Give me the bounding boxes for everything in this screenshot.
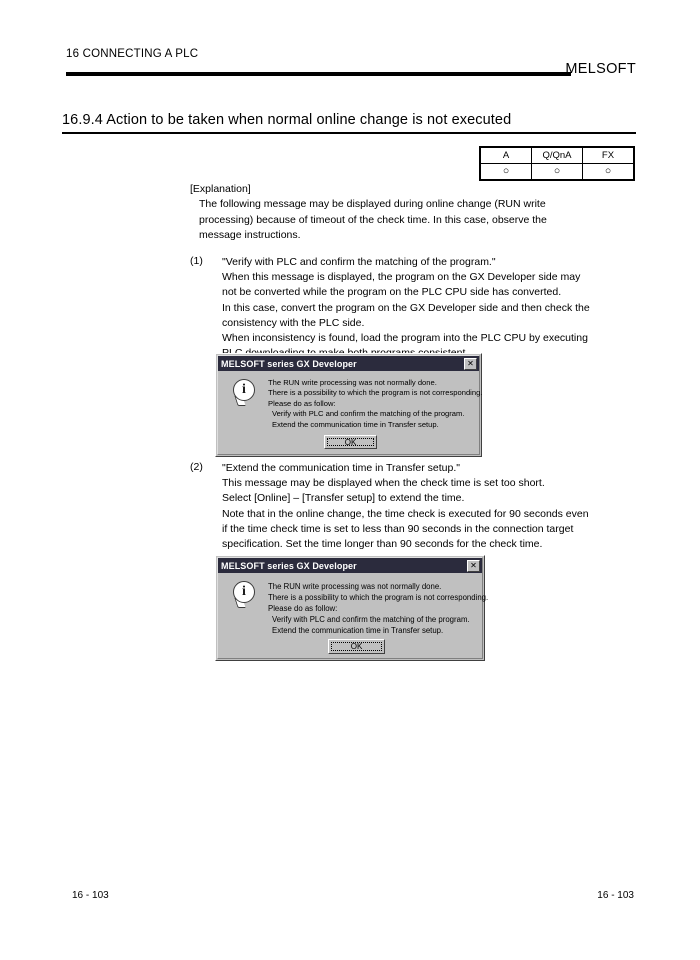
gx-developer-message-dialog[interactable] [215,555,489,661]
dialog-message-line: Verify with PLC and confirm the matching of the program. [272,615,470,624]
ok-button[interactable] [324,435,377,449]
header-rule [66,72,571,76]
ok-button-label: OK [327,438,374,446]
item-number: (1) [190,255,203,267]
explanation-body [199,197,633,244]
dialog-title: MELSOFT series GX Developer [221,358,357,369]
dialog-titlebar[interactable] [218,356,479,371]
dialog-title: MELSOFT series GX Developer [221,560,357,571]
item-line: consistency with the PLC side. [222,316,365,329]
explanation-line: message instructions. [199,229,301,241]
dialog-message-line: There is a possibility to which the program is not corresponding. [268,593,489,602]
footer-page-number-right: 16 - 103 [597,890,634,901]
explanation-label: [Explanation] [190,183,251,195]
compat-mark-fx: ○ [583,164,635,181]
item-line: When this message is displayed, the program on the GX Developer side may [222,271,581,284]
compat-header-a: A [480,147,532,164]
close-icon[interactable]: ✕ [467,560,480,572]
dialog-message-line: There is a possibility to which the program is not corresponding. [268,388,483,398]
item-line: specification. Set the time longer than 90 seconds for the check time. [222,538,543,551]
dialog-message-line: Verify with PLC and confirm the matching of the program. [272,409,465,419]
item-line: "Extend the communication time in Transfer setup." [222,462,460,474]
item-line: When inconsistency is found, load the program into the PLC CPU by executing [222,332,588,345]
item-number: (2) [190,461,203,473]
item-body [222,461,650,552]
dialog-message-line: Extend the communication time in Transfer setup. [272,626,444,635]
info-icon-glyph: i [233,379,255,401]
dialog-message [268,378,483,430]
dialog-titlebar[interactable] [218,558,482,573]
compat-mark-qqna: ○ [532,164,583,181]
info-icon [232,581,258,611]
dialog-content [218,373,483,454]
dialog-content [218,575,489,658]
ok-button-label: OK [331,642,382,651]
explanation-line: The following message may be displayed during online change (RUN write [199,198,546,210]
table-row-headers [480,147,634,164]
item-line: Note that in the online change, the time check is executed for 90 seconds even [222,507,589,520]
section-heading [62,112,636,134]
gx-developer-message-dialog[interactable] [215,353,482,457]
chapter-title: 16 CONNECTING A PLC [66,48,199,60]
item-line: "Verify with PLC and confirm the matching of the program." [222,256,496,268]
item-line: Select [Online] – [Transfer setup] to extend the time. [222,492,465,505]
table-row-marks [480,164,634,181]
explanation-line: processing) because of timeout of the check time. In this case, observe the [199,213,547,226]
item-body [222,255,650,361]
dialog-message-line: Extend the communication time in Transfer setup. [272,419,439,429]
dialog-message-line: Please do as follow: [268,398,336,408]
close-icon[interactable]: ✕ [464,358,477,370]
brand-label: MELSOFT [565,61,636,77]
ok-button[interactable] [328,639,385,654]
compat-mark-a: ○ [480,164,532,181]
item-line: In this case, convert the program on the GX Developer side and then check the [222,301,590,314]
dialog-message-line: The RUN write processing was not normally done. [268,378,437,387]
info-icon-glyph: i [233,581,255,603]
compat-header-qqna: Q/QnA [532,147,583,164]
item-line: if the time check time is set to less than 90 seconds in the connection target [222,522,574,535]
cpu-compatibility-table [479,146,635,181]
item-line: This message may be displayed when the check time is set too short. [222,477,545,490]
dialog-message-line: The RUN write processing was not normally done. [268,582,442,591]
page-header [66,48,636,88]
compat-header-fx: FX [583,147,635,164]
section-heading-text: 16.9.4 Action to be taken when normal online change is not executed [62,112,512,128]
section-heading-rule [62,132,636,134]
info-icon [232,379,258,409]
footer-page-number-left: 16 - 103 [72,890,109,901]
item-line: not be converted while the program on the PLC CPU side has converted. [222,286,562,299]
dialog-message [268,581,489,636]
dialog-message-line: Please do as follow: [268,604,338,613]
